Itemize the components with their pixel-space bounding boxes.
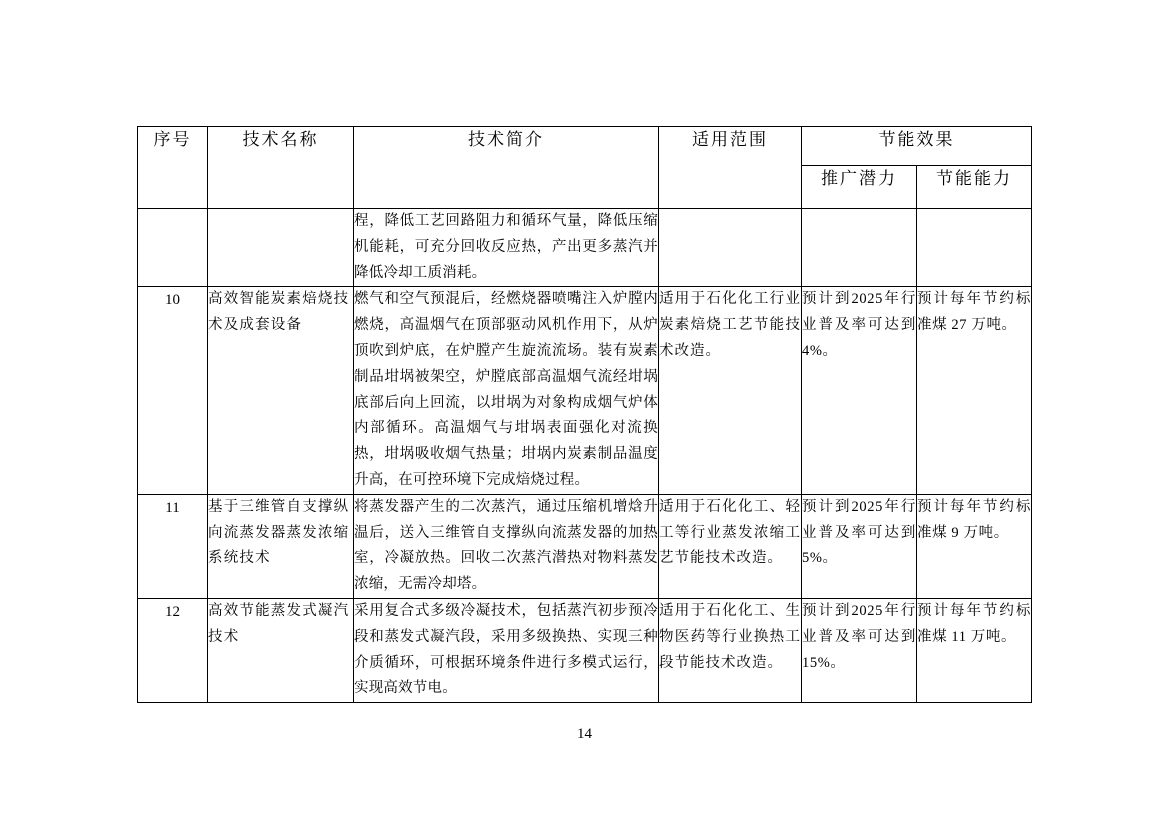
table-row (138, 494, 1032, 598)
table-body (138, 209, 1032, 703)
cell-energy-saving-capacity (917, 209, 1032, 287)
column-header-sequence: 序号 (138, 127, 208, 209)
table-header-row-primary (138, 127, 1032, 166)
cell-energy-saving-capacity: 预计每年节约标准煤 9 万吨。 (917, 494, 1032, 598)
cell-sequence: 11 (138, 494, 208, 598)
cell-sequence (138, 209, 208, 287)
cell-promotion-potential: 预计到2025年行业普及率可达到4%。 (802, 287, 917, 494)
column-header-technology-name: 技术名称 (208, 127, 354, 209)
cell-technology-name: 高效智能炭素焙烧技术及成套设备 (208, 287, 354, 494)
table-container (137, 126, 1031, 703)
cell-promotion-potential: 预计到2025年行业普及率可达到15%。 (802, 598, 917, 702)
cell-applicable-scope: 适用于石化化工行业炭素焙烧工艺节能技术改造。 (659, 287, 802, 494)
table-header (138, 127, 1032, 209)
cell-energy-saving-capacity: 预计每年节约标准煤 11 万吨。 (917, 598, 1032, 702)
cell-applicable-scope (659, 209, 802, 287)
cell-technology-description: 燃气和空气预混后，经燃烧器喷嘴注入炉膛内燃烧，高温烟气在顶部驱动风机作用下，从炉顶吹到炉底，在炉膛产生旋流流场。装有炭素制品坩埚被架空，炉膛底部高温烟气流经坩埚底部后向上回流，以坩埚为对象构成烟气炉体内部循环。高温烟气与坩埚表面强化对流换热，坩埚吸收烟气热量；坩埚内炭素制品温度升高，在可控环境下完成焙烧过程。 (354, 287, 659, 494)
cell-promotion-potential (802, 209, 917, 287)
cell-technology-description: 将蒸发器产生的二次蒸汽，通过压缩机增焓升温后，送入三维管自支撑纵向流蒸发器的加热室，冷凝放热。回收二次蒸汽潜热对物料蒸发浓缩，无需冷却塔。 (354, 494, 659, 598)
cell-sequence: 10 (138, 287, 208, 494)
cell-technology-name (208, 209, 354, 287)
cell-applicable-scope: 适用于石化化工、生物医药等行业换热工段节能技术改造。 (659, 598, 802, 702)
cell-applicable-scope: 适用于石化化工、轻工等行业蒸发浓缩工艺节能技术改造。 (659, 494, 802, 598)
cell-technology-description: 程，降低工艺回路阻力和循环气量，降低压缩机能耗，可充分回收反应热，产出更多蒸汽并降低冷却工质消耗。 (354, 209, 659, 287)
column-header-technology-description: 技术简介 (354, 127, 659, 209)
cell-promotion-potential: 预计到2025年行业普及率可达到5%。 (802, 494, 917, 598)
cell-sequence: 12 (138, 598, 208, 702)
column-header-promotion-potential: 推广潜力 (802, 166, 917, 209)
page-number: 14 (577, 726, 592, 742)
table-row (138, 287, 1032, 494)
column-header-energy-saving-effect: 节能效果 (802, 127, 1032, 166)
column-header-applicable-scope: 适用范围 (659, 127, 802, 209)
energy-saving-technology-table (137, 126, 1032, 703)
table-row (138, 598, 1032, 702)
table-row (138, 209, 1032, 287)
cell-technology-name: 基于三维管自支撑纵向流蒸发器蒸发浓缩系统技术 (208, 494, 354, 598)
cell-energy-saving-capacity: 预计每年节约标准煤 27 万吨。 (917, 287, 1032, 494)
column-header-energy-saving-capacity: 节能能力 (917, 166, 1032, 209)
cell-technology-name: 高效节能蒸发式凝汽技术 (208, 598, 354, 702)
cell-technology-description: 采用复合式多级冷凝技术，包括蒸汽初步预冷段和蒸发式凝汽段，采用多级换热、实现三种介质循环，可根据环境条件进行多模式运行，实现高效节电。 (354, 598, 659, 702)
